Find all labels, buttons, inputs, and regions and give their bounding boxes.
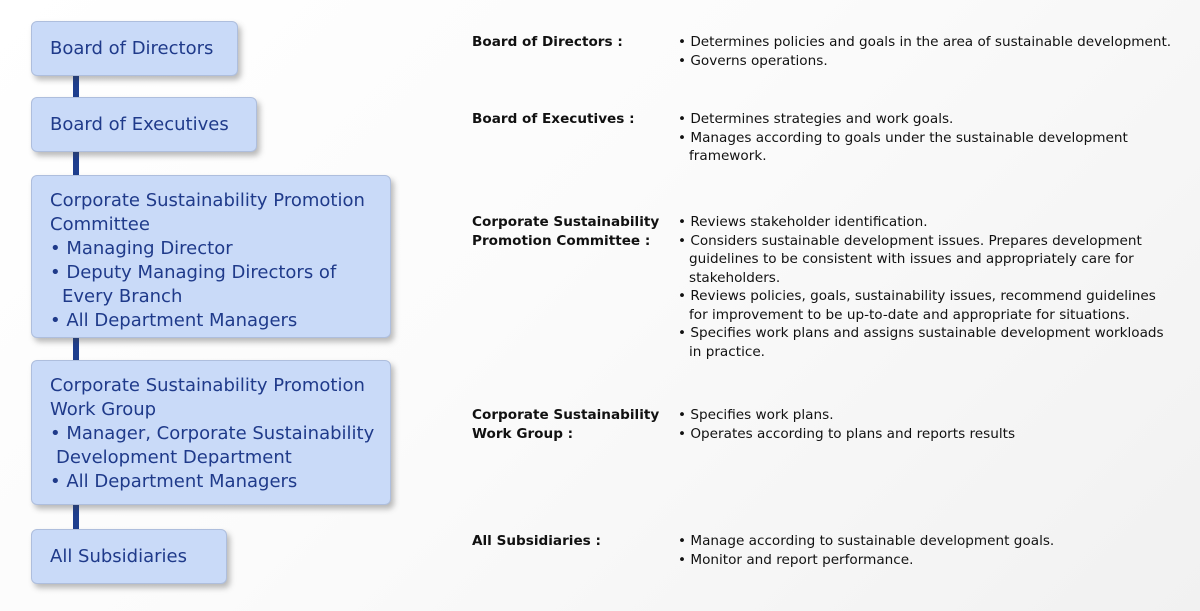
all-subsidiaries-box: [31, 529, 227, 584]
board-of-executives-box: [31, 97, 257, 152]
desc-line: • Considers sustainable development issues. Prepares development: [678, 232, 1142, 249]
title-line: Corporate Sustainability: [472, 407, 660, 423]
desc-line: • Governs operations.: [678, 52, 828, 69]
connector-line-3: [73, 338, 79, 360]
desc-line: framework.: [689, 148, 767, 164]
responsibility-desc-work-group: [678, 406, 1188, 443]
board-of-directors-box: [31, 21, 238, 76]
responsibility-desc-board-of-executives: [678, 110, 1188, 166]
responsibility-desc-all-subsidiaries: [678, 532, 1188, 569]
connector-line-2: [73, 152, 79, 175]
committee-member-managing-director: • Managing Director: [50, 238, 233, 259]
promotion-work-group-box: [31, 360, 391, 505]
desc-line: in practice.: [689, 343, 766, 360]
work-group-member-manager: • Manager, Corporate Sustainability: [50, 423, 375, 444]
connector-line-1: [73, 76, 79, 97]
all-subsidiaries-label: All Subsidiaries: [50, 545, 187, 567]
responsibility-title-work-group: [472, 406, 659, 443]
board-of-directors-label: Board of Directors: [50, 37, 214, 59]
board-of-executives-label: Board of Executives: [50, 113, 229, 135]
desc-line: • Manages according to goals under the sustainable development: [678, 129, 1128, 146]
responsibility-title-board-of-executives: [472, 110, 635, 129]
desc-line: • Operates according to plans and reports results: [678, 425, 1016, 442]
title-line: All Subsidiaries :: [472, 533, 601, 549]
committee-member-deputy-mds-cont: Every Branch: [62, 286, 183, 307]
connector-line-4: [73, 505, 79, 529]
responsibility-title-board-of-directors: [472, 33, 623, 52]
desc-line: • Determines strategies and work goals.: [678, 111, 954, 127]
work-group-member-department-managers: • All Department Managers: [50, 471, 298, 492]
desc-line: stakeholders.: [689, 269, 781, 286]
committee-title-line-1: Corporate Sustainability Promotion: [50, 190, 365, 211]
desc-line: guidelines to be consistent with issues and appropriately care for: [689, 251, 1134, 267]
committee-title-line-2: Committee: [50, 214, 150, 235]
desc-line: for improvement to be up-to-date and appropriate for situations.: [689, 306, 1130, 323]
title-line: Corporate Sustainability: [472, 214, 660, 230]
desc-line: • Manage according to sustainable development goals.: [678, 533, 1055, 549]
desc-line: • Specifies work plans.: [678, 407, 834, 423]
title-line: Promotion Committee :: [472, 232, 651, 249]
responsibility-desc-promotion-committee: [678, 213, 1188, 361]
desc-line: • Reviews stakeholder identification.: [678, 214, 928, 230]
work-group-title-line-1: Corporate Sustainability Promotion: [50, 375, 365, 396]
committee-member-department-managers: • All Department Managers: [50, 310, 298, 331]
title-line: Board of Executives :: [472, 111, 635, 127]
committee-member-deputy-mds: • Deputy Managing Directors of: [50, 262, 337, 283]
work-group-member-manager-cont: Development Department: [56, 447, 292, 468]
title-line: Work Group :: [472, 425, 574, 442]
desc-line: • Specifies work plans and assigns sustainable development workloads: [678, 325, 1164, 341]
desc-line: • Monitor and report performance.: [678, 551, 914, 568]
desc-line: • Determines policies and goals in the area of sustainable development.: [678, 34, 1172, 50]
responsibility-title-promotion-committee: [472, 213, 659, 250]
desc-line: • Reviews policies, goals, sustainability issues, recommend guidelines: [678, 288, 1156, 304]
title-line: Board of Directors :: [472, 34, 623, 50]
responsibility-desc-board-of-directors: [678, 33, 1188, 70]
work-group-title-line-2: Work Group: [50, 399, 157, 420]
promotion-committee-box: [31, 175, 391, 338]
responsibility-title-all-subsidiaries: [472, 532, 601, 551]
